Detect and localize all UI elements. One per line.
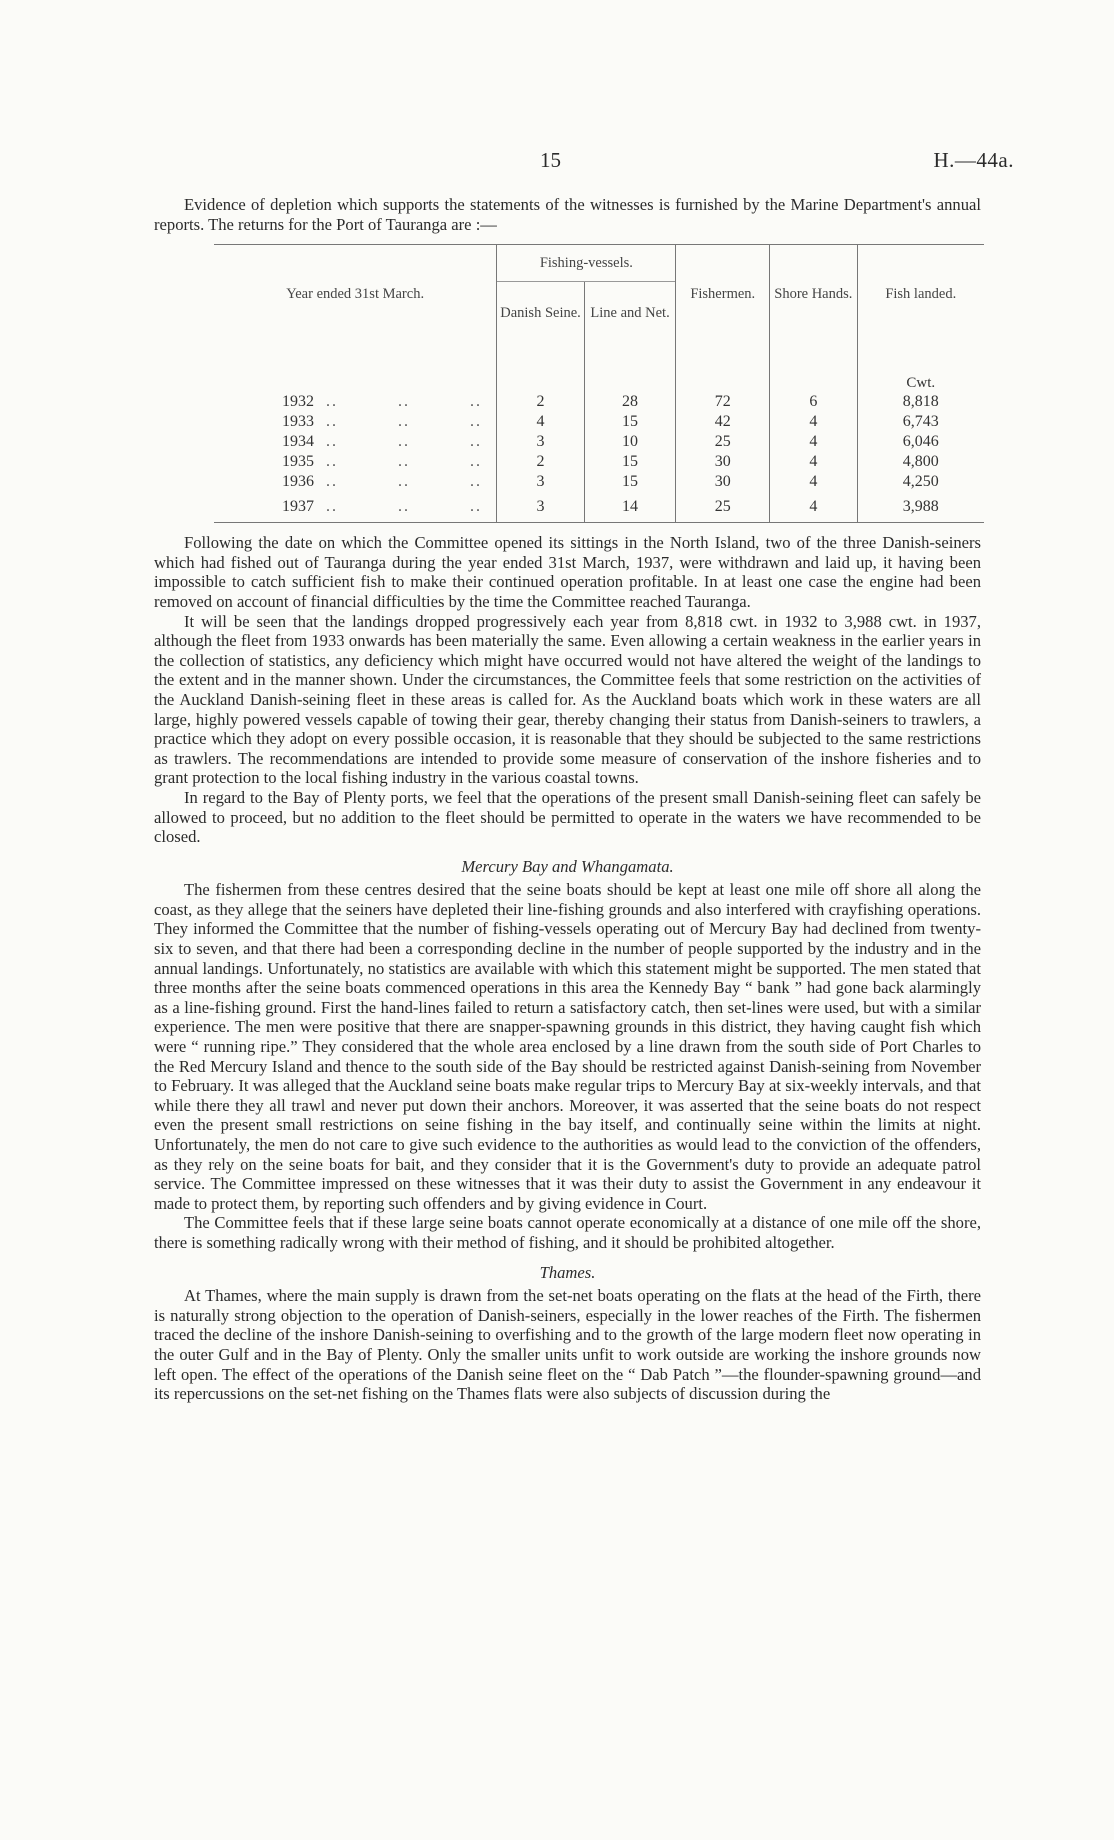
year-cell: 1934 .. .. .. (282, 433, 482, 451)
danish-seine-cell: 3 (497, 472, 584, 492)
paragraphs-thames (154, 1286, 981, 1404)
table-row (214, 392, 984, 412)
line-and-net-cell: 15 (584, 452, 676, 472)
danish-seine-cell: 2 (497, 452, 584, 472)
intro-paragraph: Evidence of depletion which supports the statements of the witnesses is furnished by the Marine Department's annual reports. The returns for the Port of Tauranga are :— (154, 195, 981, 234)
fishermen-cell: 72 (676, 392, 770, 412)
fish-landed-cell: 8,818 (857, 392, 984, 412)
year-cell: 1935 .. .. .. (282, 453, 482, 471)
year-cell: 1933 .. .. .. (282, 413, 482, 431)
line-and-net-cell: 28 (584, 392, 676, 412)
header-fish-landed: Fish landed. (857, 245, 984, 345)
year-cell: 1932 .. .. .. (282, 393, 482, 411)
fish-landed-cell: 4,250 (857, 472, 984, 492)
header-line-and-net: Line and Net. (584, 282, 676, 345)
danish-seine-cell: 3 (497, 492, 584, 523)
heading-thames: Thames. (539, 1262, 596, 1282)
fish-landed-cell: 4,800 (857, 452, 984, 472)
table-row (214, 452, 984, 472)
fishermen-cell: 42 (676, 412, 770, 432)
table-row (214, 472, 984, 492)
table-row (214, 412, 984, 432)
year-cell: 1937 .. .. .. (214, 492, 497, 523)
fish-landed-cell: 3,988 (857, 492, 984, 523)
leader-dots: .. .. .. (314, 473, 482, 491)
shore-hands-cell: 4 (770, 412, 857, 432)
leader-dots: .. .. .. (314, 498, 482, 516)
paragraphs-tauranga (154, 533, 981, 847)
body-paragraph: At Thames, where the main supply is drawn from the set-net boats operating on the flats at the head of the Firth, there is naturally strong objection to the operation of Danish-seiners, especially in the lower reaches of the Firth. The fishermen traced the decline of the inshore Danish-seining to overfishing and to the growth of the large modern fleet now operating in the outer Gulf and in the Bay of Plenty. Only the smaller units unfit to work outside are working the inshore grounds now left open. The effect of the operations of the Danish seine fleet on the “ Dab Patch ”—the flounder-spawning ground—and its repercussions on the set-net fishing on the Thames flats were also subjects of discussion during the (154, 1286, 981, 1404)
heading-mercury-bay: Mercury Bay and Whangamata. (461, 856, 674, 876)
leader-dots: .. .. .. (314, 433, 482, 451)
table-row (214, 492, 984, 523)
danish-seine-cell: 3 (497, 432, 584, 452)
unit-row (214, 344, 984, 392)
year-cell: 1936 .. .. .. (282, 473, 482, 491)
line-and-net-cell: 15 (584, 412, 676, 432)
body-paragraph: Following the date on which the Committee opened its sittings in the North Island, two of the three Danish-seiners which had fished out of Tauranga during the year ended 31st March, 1937, were withdrawn and laid up, it having been impossible to catch sufficient fish to make their continued operation profitable. In at least one case the engine had been removed on account of financial difficulties by the time the Committee reached Tauranga. (154, 533, 981, 611)
danish-seine-cell: 4 (497, 412, 584, 432)
body-paragraph: The Committee feels that if these large seine boats cannot operate economically at a distance of one mile off the shore, there is something radically wrong with their method of fishing, and it should be prohibited altogether. (154, 1213, 981, 1252)
shore-hands-cell: 6 (770, 392, 857, 412)
leader-dots: .. .. .. (314, 393, 482, 411)
leader-dots: .. .. .. (314, 453, 482, 471)
header-fishing-vessels: Fishing-vessels. (497, 245, 676, 282)
page-body (154, 195, 981, 1404)
fish-landed-cell: 6,743 (857, 412, 984, 432)
shore-hands-cell: 4 (770, 492, 857, 523)
shore-hands-cell: 4 (770, 472, 857, 492)
body-paragraph: It will be seen that the landings dropped progressively each year from 8,818 cwt. in 1932 to 3,988 cwt. in 1937, although the fleet from 1933 onwards has been materially the same. Even allowing a certain weakness in the earlier years in the collection of statistics, any deficiency which might have occurred would not have altered the weight of the landings to the extent and in the manner shown. Under the circumstances, the Committee feels that some restriction on the activities of the Auckland Danish-seining fleet in these areas is called for. As the Auckland boats which work in these waters are all large, highly powered vessels capable of towing their gear, thereby changing their status from Danish-seiners to trawlers, a practice which they adopt on every possible occasion, it is reasonable that they should be subjected to the same restrictions as trawlers. The recommendations are intended to provide some measure of conservation of the inshore fisheries and to grant protection to the local fishing industry in the various coastal towns. (154, 611, 981, 788)
header-fishermen: Fishermen. (676, 245, 770, 345)
table-row (214, 432, 984, 452)
danish-seine-cell: 2 (497, 392, 584, 412)
fishermen-cell: 30 (676, 472, 770, 492)
line-and-net-cell: 14 (584, 492, 676, 523)
header-shore-hands: Shore Hands. (770, 245, 857, 345)
shore-hands-cell: 4 (770, 452, 857, 472)
body-paragraph: In regard to the Bay of Plenty ports, we feel that the operations of the present small Danish-seining fleet can safely be allowed to proceed, but no addition to the fleet should be permitted to operate in the waters we have recommended to be closed. (154, 787, 981, 847)
shore-hands-cell: 4 (770, 432, 857, 452)
leader-dots: .. .. .. (314, 413, 482, 431)
header-year: Year ended 31st March. (286, 286, 425, 303)
body-paragraph: The fishermen from these centres desired that the seine boats should be kept at least one mile off shore all along the coast, as they allege that the seiners have depleted their line-fishing grounds and also interfered with crayfishing operations. They informed the Committee that the number of fishing-vessels operating out of Mercury Bay had declined from twenty-six to seven, and that there had been a corresponding decline in the number of people supported by the industry and in the annual landings. Unfortunately, no statistics are available with which this statement might be supported. The men stated that three months after the seine boats commenced operations in this area the Kennedy Bay “ bank ” had gone back alarmingly as a line-fishing ground. First the hand-lines failed to return a satisfactory catch, then set-lines were used, but with a similar experience. The men were positive that there are snapper-spawning grounds in this district, they having caught fish which were “ running ripe.” They considered that the whole area enclosed by a line drawn from the south side of Port Charles to the Red Mercury Island and thence to the south side of the Bay should be restricted against Danish-seining from November to February. It was alleged that the Auckland seine boats make regular trips to Mercury Bay at six-weekly intervals, and that while there they all trawl and never put down their anchors. Moreover, it was asserted that the seine boats do not respect even the present small restrictions on seine fishing in the bay itself, and continually seine within the limits at night. Unfortunately, the men do not care to give such evidence to the authorities as would lead to the conviction of the offenders, as they rely on the seine boats for bait, and they consider that it is the Government's duty to provide an adequate patrol service. The Committee impressed on these witnesses that it was their duty to assist the Government in any endeavour it made to protect them, by reporting such offenders and by giving evidence in Court. (154, 880, 981, 1213)
fishermen-cell: 25 (676, 432, 770, 452)
tauranga-returns-table (214, 244, 984, 523)
line-and-net-cell: 10 (584, 432, 676, 452)
page-number: 15 (540, 148, 561, 172)
fish-landed-cell: 6,046 (857, 432, 984, 452)
line-and-net-cell: 15 (584, 472, 676, 492)
fishermen-cell: 25 (676, 492, 770, 523)
paragraphs-mercury-bay (154, 880, 981, 1252)
document-reference: H.—44a. (933, 148, 1014, 172)
unit-label: Cwt. (857, 344, 984, 392)
header-danish-seine: Danish Seine. (497, 282, 584, 345)
fishermen-cell: 30 (676, 452, 770, 472)
